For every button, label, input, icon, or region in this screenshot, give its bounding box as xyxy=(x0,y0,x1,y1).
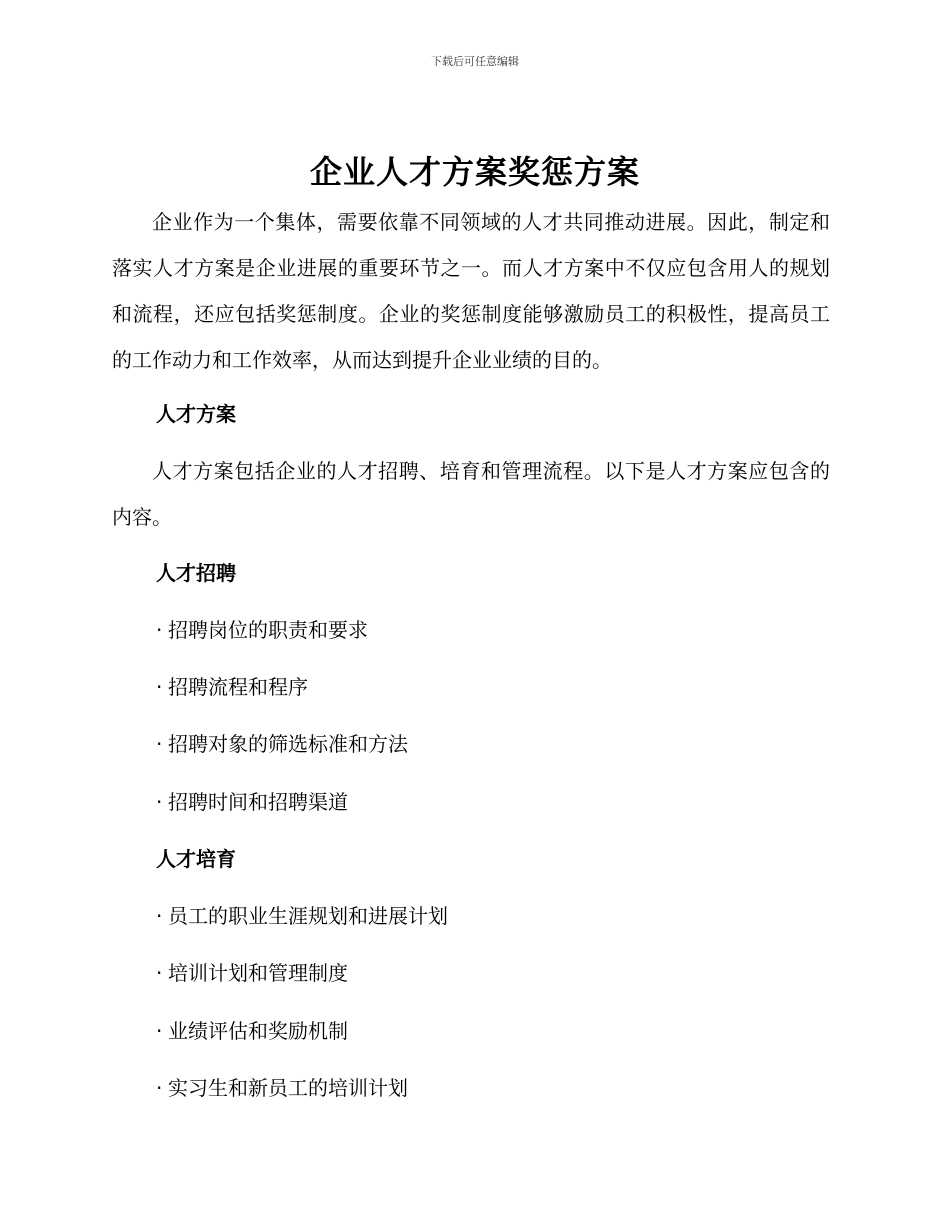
intro-paragraph: 企业作为一个集体，需要依靠不同领域的人才共同推动进展。因此，制定和落实人才方案是企业进展的重要环节之一。而人才方案中不仅应包含用人的规划和流程，还应包括奖惩制度。企业的奖惩制度能够激励员工的积极性，提高员工的工作动力和工作效率，从而达到提升企业业绩的目的。 xyxy=(112,210,830,372)
bullet-icon: · xyxy=(156,732,163,756)
document-title: 企业人才方案奖惩方案 xyxy=(309,153,640,191)
list-item-text: 培训计划和管理制度 xyxy=(168,961,348,985)
talent-plan-paragraph: 人才方案包括企业的人才招聘、培育和管理流程。以下是人才方案应包含的内容。 xyxy=(112,459,830,529)
bullet-icon: · xyxy=(156,790,163,814)
list-item xyxy=(156,729,408,759)
bullet-icon: · xyxy=(156,1019,163,1043)
list-item xyxy=(156,901,448,931)
list-item xyxy=(156,958,348,988)
list-item-text: 员工的职业生涯规划和进展计划 xyxy=(168,904,448,928)
section-heading-talent-plan: 人才方案 xyxy=(156,402,236,426)
list-item xyxy=(156,1073,408,1103)
bullet-icon: · xyxy=(156,1076,163,1100)
section-heading-recruitment: 人才招聘 xyxy=(156,561,236,585)
bullet-icon: · xyxy=(156,618,163,642)
list-item-text: 招聘对象的筛选标准和方法 xyxy=(168,732,408,756)
list-item xyxy=(156,1016,348,1046)
bullet-icon: · xyxy=(156,904,163,928)
list-item-text: 招聘时间和招聘渠道 xyxy=(168,790,348,814)
list-item-text: 实习生和新员工的培训计划 xyxy=(168,1076,408,1100)
list-item xyxy=(156,672,308,702)
bullet-icon: · xyxy=(156,675,163,699)
list-item-text: 招聘岗位的职责和要求 xyxy=(168,618,368,642)
list-item xyxy=(156,787,348,817)
section-heading-training: 人才培育 xyxy=(156,847,236,871)
list-item-text: 业绩评估和奖励机制 xyxy=(168,1019,348,1043)
header-note: 下载后可任意编辑 xyxy=(431,55,519,68)
list-item-text: 招聘流程和程序 xyxy=(168,675,308,699)
list-item xyxy=(156,615,368,645)
bullet-icon: · xyxy=(156,961,163,985)
